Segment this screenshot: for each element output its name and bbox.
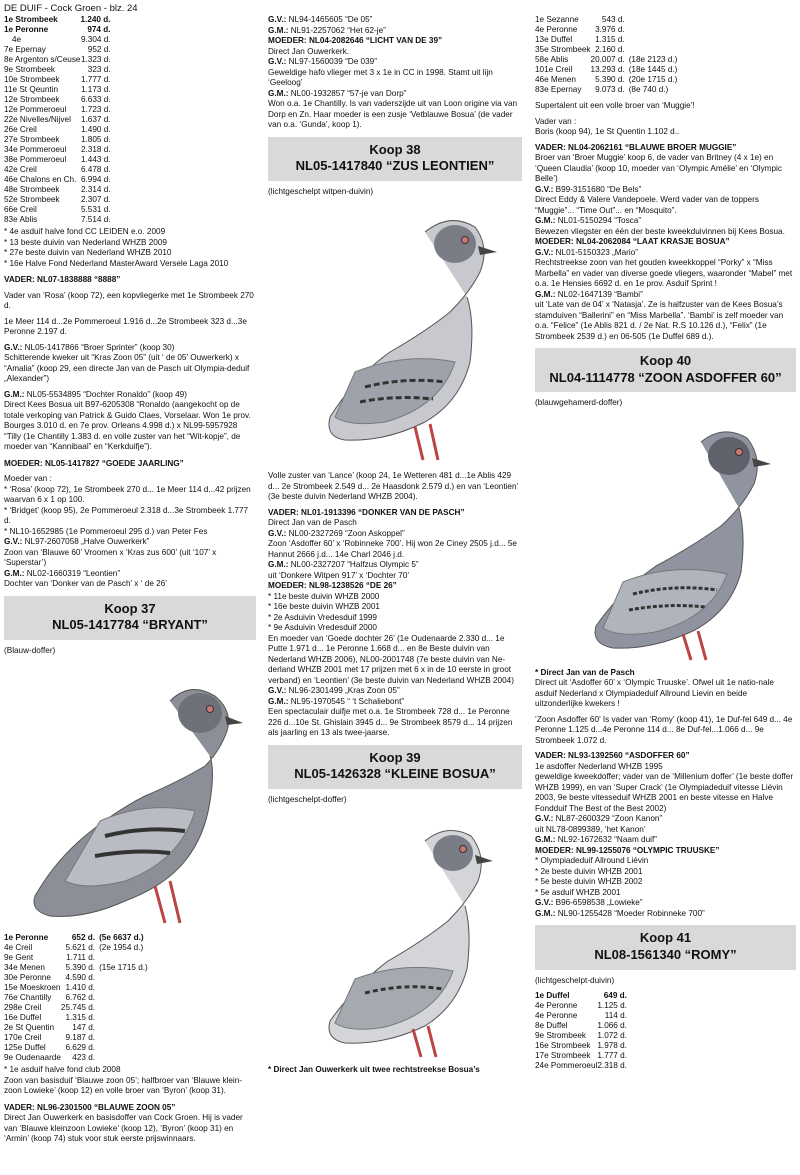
section-heading: MOEDER: NL04-2082646 “LICHT VAN DE 39” [268,36,443,45]
paragraph: G.V.: NL87-2600329 “Zoon Kanon” uit NL78-0899389, ‘het Kanon’ [535,814,663,834]
list-item: * NL10-1652985 (1e Pommeroeul 295 d.) van Peter Fes [4,526,208,536]
paragraph: Geweldige hafo vlieger met 3 x 1e in CC in 1998. Stamt uit lijn ‘Geeloog’ [268,67,493,87]
paragraph: 1e Meer 114 d...2e Pommeroeul 1.916 d...2e Strombeek 323 d...3e Peronne 2.197 d. [4,316,247,336]
paragraph: En moeder van ‘Goede dochter 26’ (1e Oudenaarde 2.330 d... 1e Putte 1.971 d... 1e Peronne 1.668 d... en 8e Beste duivin van Nederland WHZB 2006), NL00-2001748 (7e beste duivin van Ne-derland WHZB 2001 met 17 prijzen met 6 x in de 10 eerste in groot verband) en ‘Leontien’ (3e beste duivin van Nederland WHZB 2004) [268,633,514,685]
paragraph: 1e asdoffer Nederland WHZB 1995 [535,761,663,771]
paragraph: Direct uit ‘Asdoffer 60’ x ‘Olympic Truuske’. Ofwel uit 1e natio-nale asduif Nederland x Olympiadeduif Allround Lievin en beide uitzonderlijke kwekers ! [535,678,774,709]
paragraph: G.M.: NL05-5534895 “Dochter Ronaldo” (koop 49) Direct Kees Bosua uit B97-6205308 “Ronaldo (aangekocht op de totale verkoping van Patrick & Guido Claes, Vorselaar. Won 1e prov. Bourges 3.010 d. en 7e prov. Orleans 4.998 d.) x NL99-5957928 “Tilly (1e Chantilly 1.383 d. en volle zuster van het “Wit-kopje”, de moeder van “Kannibaal” en “Kerkduifje”). [4,389,251,451]
table-row: 4e Creil 5.621 d. (2e 1954 d.) [4,943,144,953]
table-row: 1e Peronne 974 d. [4,25,111,34]
section-heading: VADER: NL04-2062161 “BLAUWE BROER MUGGIE” [535,142,737,152]
table-row: 58e Ablis 20.007 d. (18e 2123 d.) [535,55,678,64]
color-label: (lichtgeschelpt witpen-duivin) [268,186,374,196]
list-item: * 27e beste duivin van Nederland WHZB 2010 [4,248,172,257]
list-item: * 16e Halve Fond Nederland MasterAward Versele Laga 2010 [4,258,229,268]
list-item: * 13 beste duivin van Nederland WHZB 2009 [4,237,167,247]
table-row: 1e Duffel 649 d. [535,991,627,1000]
list-item: * 4e asduif halve fond CC LEIDEN e.o. 2009 [4,227,166,236]
table-row: 46e Chalons en Ch. 6.994 d. [4,175,111,184]
table-row: 17e Strombeek 1.777 d. [535,1051,627,1060]
table-row: 10e Strombeek 1.777 d. [4,75,111,84]
list-item: * 2e beste duivin WHZB 2001 [535,866,643,876]
list-item: * Olympiadeduif Allround Liévin [535,856,649,866]
table-row: 42e Creil 6.478 d. [4,165,111,174]
list-item: * 2e Asduivin Vredesduif 1999 [268,612,377,622]
mother-list [4,485,256,538]
paragraph: Direct Jan van de Pasch [268,518,357,528]
paragraph: Direct Jan Ouwerkerk. [268,46,349,56]
lot-heading-41: Koop 41 NL08-1561340 “ROMY” [535,925,796,969]
list-item: * 11e beste duivin WHZB 2000 [268,591,380,601]
paragraph: Moeder van : [4,474,52,483]
table-row: 8e Duffel 1.066 d. [535,1021,627,1030]
pigeon-photo [5,661,255,929]
section-heading: MOEDER: NL98-1238526 “DE 26” [268,581,397,591]
table-row: 34e Menen 5.390 d. (15e 1715 d.) [4,963,148,973]
paragraph: Won o.a. 1e Chantilly. Is van vaderszijde uit van Loon origine via van Dorp en Zn. Haar moeder is een zusje ‘Vetblauwe Bosua’ (de vader van o.a. ‘Gunda’, koop 1). [268,99,518,129]
table-row: 16e Strombeek 1.978 d. [535,1041,627,1050]
table-row: 1e Strombeek 1.240 d. [4,15,111,24]
section-heading: VADER: NL07-1838888 “8888” [4,275,121,284]
paragraph: G.M.: NL92-1672632 “Naam duif” [535,835,657,845]
list-item: * 5e beste duivin WHZB 2002 [535,877,643,887]
paragraph: Vader van : Boris (koop 94), 1e St Quentin 1.102 d.. [535,116,680,136]
lot-heading-40: Koop 40 NL04-1114778 “ZOON ASDOFFER 60” [535,348,796,392]
paragraph: Supertalent uit een volle broer van ‘Muggie’! [535,101,695,110]
color-label: (blauwgehamerd-doffer) [535,398,623,408]
section-heading: MOEDER: NL05-1417827 “GOEDE JAARLING” [4,458,184,468]
color-label: (lichtgeschelpt-duivin) [535,975,615,985]
table-row: 34e Pommeroeul 2.318 d. [4,145,111,154]
honors-list [535,856,796,898]
paragraph: Broer van ‘Broer Muggie’ koop 6, de vader van Britney (4 x 1e) en ‘Queen Claudia’ (koop 10, moeder van ‘Olympic Amélie’ en ‘Olympic Belle’) [535,153,782,183]
paragraph: G.M.: NL95-1970545 “ ‘t Schaliebont” [268,696,405,706]
paragraph: geweldige kweekdoffer; vader van de ‘Millenium doffer’ (1e beste doffer WHZB 1999), en van ‘Super Crack’ (1e Olympiadeduif vitesse Liévin 2003, 9e beste vitesseduif WHZB 2001 en beste vitesse en Halve Fondduif The Best of the Best 2002) [535,772,794,813]
table-row: 11e St Qeuntin 1.173 d. [4,85,111,94]
list-item: * 16e beste duivin WHZB 2001 [268,602,380,612]
column-3 [535,15,796,1175]
color-label: (Blauw-doffer) [4,645,56,655]
table-row: 170e Creil 9.187 d. [4,1033,96,1043]
table-row: 2e St Quentin 147 d. [4,1023,96,1033]
table-row: 4e Peronne 114 d. [535,1011,627,1020]
note: * 1e asduif halve fond club 2008 [4,1065,121,1075]
note: * Direct Jan van de Pasch [535,667,635,677]
table-row: 15e Moeskroen 1.410 d. [4,983,96,993]
paragraph: G.V.: NL97-1560039 “De 039” [268,57,377,66]
lot-heading-38: Koop 38 NL05-1417840 “ZUS LEONTIEN” [268,137,522,181]
table-row: 16e Duffel 1.315 d. [4,1013,96,1023]
note: * Direct Jan Ouwerkerk uit twee rechtstreekse Bosua’s [268,1064,480,1074]
paragraph: G.V.: NL96-2301499 „Kras Zoon 05” [268,686,400,696]
table-row: 27e Strombeek 1.805 d. [4,135,111,144]
paragraph: G.V.: NL94-1465605 “De 05” [268,15,373,24]
paragraph: Vader van ‘Rosa’ (koop 72), een kopvliegerke met 1e Strombeek 270 d. [4,290,254,310]
paragraph: G.V.: B99-3151680 “De Bels” Direct Eddy & Valere Vandepoele. Werd vader van de toppers “Muggie”... “Time Out”... en “Mosquito”. [535,184,759,215]
column-2 [268,15,522,1175]
paragraph: G.M.: NL00-1932857 “57-je van Dorp” [268,88,407,98]
honors-list [268,592,522,634]
pigeon-photo [275,811,515,1061]
list-item: * 5e asduif WHZB 2001 [535,887,621,897]
section-heading: VADER: NL96-2301500 “BLAUWE ZOON 05” [4,1102,176,1112]
table-row: 1e Sezanne 543 d. [535,15,625,24]
paragraph: G.M.: NL90-1255428 “Moeder Robinneke 700” [535,908,705,918]
paragraph: G.V.: NL05-1417866 “Broer Sprinter” (koop 30) Schitterende kweker uit “Kras Zoon 05” (uit ‘ de 05’ Ouwerkerk) x “Amalia” (koop 29, een directe Jan van de Pasch uit Olympia-deduif „Alexander”) [4,342,250,383]
table-row: 7e Epernay 952 d. [4,45,111,54]
pigeon-photo [275,202,515,467]
table-row: 1e Peronne 652 d. (5e 6637 d.) [4,933,144,943]
table-row: 13e Duffel 1.315 d. [535,35,625,44]
paragraph: G.V.: NL97-2607058 „Halve Ouwerkerk” Zoon van ‘Blauwe 60’ Vroomen x ‘Kras zus 600’ (uit ‘107’ x ‘Superstar’) [4,537,217,567]
table-row: 4e 9.304 d. [12,35,111,44]
table-row: 9e Strombeek 323 d. [4,65,111,74]
table-row: 24e Pommeroeul 2.318 d. [535,1061,627,1070]
paragraph: Volle zuster van ‘Lance’ (koop 24, 1e Wetteren 481 d...1e Ablis 429 d... 2e Strombeek 2.549 d... 2e Haasdonk 2.579 d.) en van ‘Leontien’ (3e beste duivin Nederland WHZB 2004). [268,471,519,502]
table-row: 12e Strombeek 6.633 d. [4,95,111,104]
results-table [535,991,627,1071]
table-row: 38e Pommeroeul 1.443 d. [4,155,111,164]
results-table [4,933,148,1063]
table-row: 12e Pommeroeul 1.723 d. [4,105,111,114]
table-row: 30e Peronne 4.590 d. [4,973,96,983]
page-header: DE DUIF - Cock Groen - blz. 24 [4,3,138,14]
table-row: 9e Strombeek 1.072 d. [535,1031,627,1040]
table-row: 26e Creil 1.490 d. [4,125,111,134]
table-row: 35e Strombeek 2.160 d. [535,45,625,54]
paragraph: G.M.: NL00-2327207 “Halfzus Olympic 5” uit ‘Donkere Witpen 917’ x ‘Dochter 70’ [268,560,419,580]
paragraph: G.M.: NL01-5150294 “Tosca” Bewezen vliegster en één der beste kweekduivinnen bij Kees Bosua. [535,216,785,236]
table-row: 4e Peronne 3.976 d. [535,25,625,34]
table-row: 83e Ablis 7.514 d. [4,215,111,224]
section-heading: VADER: NL01-1913396 “DONKER VAN DE PASCH” [268,507,465,517]
column-1 [4,15,256,1175]
table-row: 46e Menen 5.390 d. (20e 1715 d.) [535,75,678,84]
paragraph: G.V.: NL00-2327269 “Zoon Askoppel” Zoon ‘Asdoffer 60’ x ‘Robinneke 700’. Hij won 2e Ciney 2505 j.d... 5e Hannut 2666 j.d... 14e Charl 2046 j.d. [268,528,517,559]
section-heading: MOEDER: NL04-2062084 “LAAT KRASJE BOSUA” [535,237,730,246]
pigeon-photo [541,414,791,664]
color-label: (lichtgeschelpt-doffer) [268,795,347,804]
section-heading: VADER: NL93-1392560 “ASDOFFER 60” [535,751,690,761]
table-row: 8e Argenton s/Ceuse 1.323 d. [4,55,111,64]
section-heading: MOEDER: NL99-1255076 “OLYMPIC TRUUSKE” [535,845,720,855]
table-row: 22e Nivelles/Nijvel 1.637 d. [4,115,111,124]
lot-heading-37: Koop 37 NL05-1417784 “BRYANT” [4,596,256,640]
paragraph: G.M.: NL02-1647139 “Bambi” uit ‘Late van de 04’ x ‘Natasja’. Ze is halfzuster van de Kees Bosua’s stamduiven “Ballerini” en “Miss Marbella”. ‘Bambi’ is zelf moeder van o.a. “Felice” (1e Ablis 821 d. / 2e Nat. R.S 10.126 d.), “Felix” (1e Strombeek 2539 d.) en 06-505 (1e Duffel 689 d.). [535,289,784,341]
paragraph: Zoon van basisduif ‘Blauwe zoon 05’; halfbroer van ‘Blauwe klein-zoon Lowieke’ (koop 12) en volle broer van ‘Byron’ (koop 31). [4,1075,243,1096]
table-row: 52e Strombeek 2.307 d. [4,195,111,204]
paragraph: Een spectaculair duifje met o.a. 1e Strombeek 728 d... 1e Peronne 226 d...10e St. Ghislain 3945 d... 9e Strombeek 8579 d... 14 prijzen als jaarling en 13 als twee-jaarse. [268,707,513,738]
table-row: 4e Peronne 1.125 d. [535,1001,627,1010]
table-row: 9e Oudenaarde 423 d. [4,1053,96,1063]
list-item: * ‘Bridget’ (koop 95), 2e Pommeroeul 2.318 d...3e Strombeek 1.777 d. [4,505,249,525]
table-row: 76e Chantilly 6.762 d. [4,993,96,1003]
table-row: 48e Strombeek 2.314 d. [4,185,111,194]
honors-list [4,227,256,269]
table-row: 101e Creil 13.293 d. (18e 1445 d.) [535,65,678,74]
table-row: 83e Epernay 9.073 d. (8e 740 d.) [535,85,669,94]
lot-heading-39: Koop 39 NL05-1426328 “KLEINE BOSUA” [268,745,522,789]
table-row: 125e Duffel 6.629 d. [4,1043,96,1053]
paragraph: Direct Jan Ouwerkerk en basisdoffer van Cock Groen. Hij is vader van ‘Blauwe kleinzoon Lowieke’ (koop 12), ‘Byron’ (koop 31) en ‘Armin’ (koop 74) stuk voor stuk eerste prijswinnaars. [4,1113,243,1144]
paragraph: ‘Zoon Asdoffer 60’ Is vader van ‘Romy’ (koop 41), 1e Duf-fel 649 d... 4e Peronne 1.125 d...4e Peronne 114 d... 8e Duf-fel...1.066 d... 9e Strombeek 1.072 d. [535,714,793,745]
paragraph: G.M.: NL02-1660319 “Leontien” Dochter van ‘Donker van de Pasch’ x ‘ de 26’ [4,568,168,588]
results-table [535,15,677,95]
paragraph: G.V.: NL01-5150323 „Mario” Rechtstreekse zoon van het gouden kweekkoppel “Porky” x “Miss Marbella” en vader van diverse goede vliegers, waaronder “Mabel” met o.a. 1e Hensies 6692 d. en 1e prov. Asduif Sprint ! [535,247,793,288]
table-row: 298e Creil 25.745 d. [4,1003,96,1013]
table-row: 9e Gent 1.711 d. [4,953,96,963]
results-table [4,15,111,225]
list-item: * 9e Asduivin Vredesduif 2000 [268,623,377,633]
paragraph: G.V.: B96-6598538 „Lowieke” [535,898,643,908]
list-item: * ‘Rosa’ (koop 72), 1e Strombeek 270 d... 1e Meer 114 d...42 prijzen waarvan 6 x 1 op 100. [4,484,251,504]
paragraph: G.M.: NL91-2257062 “Het 62-je” [268,25,386,35]
table-row: 66e Creil 5.531 d. [4,205,111,214]
